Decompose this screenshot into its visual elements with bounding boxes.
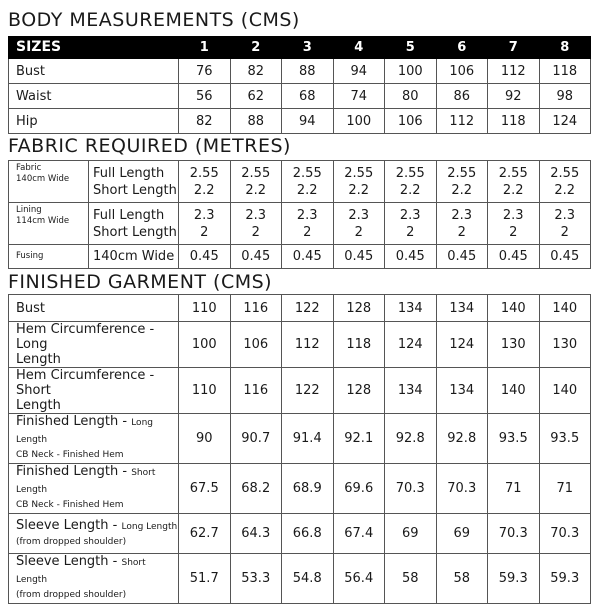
garment-label-variant: Short Length — [16, 558, 146, 585]
fabric-amount: 2 — [303, 224, 312, 240]
fabric-amount-cell — [539, 203, 591, 245]
fabric-amount-cell — [385, 203, 437, 245]
garment-cell: 70.3 — [436, 464, 488, 514]
garment-row-label — [9, 322, 179, 368]
garment-row-label — [9, 295, 179, 322]
measurement-cell: 86 — [436, 84, 488, 109]
garment-cell: 54.8 — [282, 554, 334, 604]
garment-label-text: Finished Length - — [16, 414, 128, 429]
garment-cell: 53.3 — [230, 554, 282, 604]
garment-row — [9, 414, 591, 464]
garment-cell: 134 — [385, 368, 437, 414]
measurement-cell: 106 — [385, 109, 437, 134]
garment-label-text: Hem Circumference - Short — [16, 368, 155, 398]
fabric-amount: 2.55 — [550, 165, 580, 181]
garment-cell: 110 — [179, 295, 231, 322]
fabric-name: Fabric — [16, 163, 42, 173]
fabric-amount: 2.55 — [447, 165, 477, 181]
measurement-cell: 56 — [179, 84, 231, 109]
garment-row-label — [9, 514, 179, 554]
fabric-amount: 2.2 — [193, 182, 215, 198]
fusing-amount: 0.45 — [230, 245, 282, 269]
measurement-cell: 118 — [488, 109, 540, 134]
garment-cell: 59.3 — [488, 554, 540, 604]
fabric-amount: 2 — [457, 224, 466, 240]
length-label: Full Length — [93, 165, 165, 181]
fabric-amount: 2.2 — [296, 182, 318, 198]
body-measurements-table — [8, 36, 591, 134]
length-label: Full Length — [93, 207, 165, 223]
garment-cell: 128 — [333, 368, 385, 414]
size-header: 1 — [179, 37, 231, 59]
garment-cell: 140 — [539, 295, 591, 322]
fabric-row — [9, 161, 591, 203]
garment-row-label — [9, 554, 179, 604]
garment-cell: 69 — [436, 514, 488, 554]
measurement-cell: 112 — [436, 109, 488, 134]
fusing-row — [9, 245, 591, 269]
garment-cell: 134 — [385, 295, 437, 322]
body-row — [9, 84, 591, 109]
length-label: Short Length — [93, 182, 177, 198]
measurement-cell: 118 — [539, 59, 591, 84]
garment-cell: 93.5 — [488, 414, 540, 464]
garment-label-note: (from dropped shoulder) — [16, 590, 127, 600]
garment-cell: 106 — [230, 322, 282, 368]
measurement-cell: 82 — [230, 59, 282, 84]
garment-label-variant: Short Length — [16, 468, 156, 495]
garment-cell: 67.5 — [179, 464, 231, 514]
measurement-cell: 80 — [385, 84, 437, 109]
garment-label-line — [16, 554, 178, 588]
size-header: 2 — [230, 37, 282, 59]
garment-row — [9, 295, 591, 322]
fabric-amount: 2.55 — [292, 165, 322, 181]
garment-cell: 116 — [230, 368, 282, 414]
fabric-amount: 2.55 — [344, 165, 374, 181]
fabric-amount-cell — [385, 161, 437, 203]
garment-cell: 93.5 — [539, 414, 591, 464]
garment-cell: 124 — [436, 322, 488, 368]
length-labels — [89, 203, 179, 245]
fabric-amount-cell — [282, 203, 334, 245]
measurement-cell: 74 — [333, 84, 385, 109]
garment-cell: 70.3 — [385, 464, 437, 514]
garment-label-line — [16, 518, 178, 535]
measurement-cell: 88 — [282, 59, 334, 84]
fabric-amount: 2.3 — [296, 207, 318, 223]
measurement-cell: 100 — [385, 59, 437, 84]
fabric-amount: 2.2 — [245, 182, 267, 198]
fabric-required-table — [8, 160, 591, 269]
garment-cell: 92.1 — [333, 414, 385, 464]
body-row — [9, 59, 591, 84]
garment-label-text: Bust — [16, 300, 46, 316]
fabric-amount-cell — [488, 203, 540, 245]
fabric-amount-cell — [333, 161, 385, 203]
fabric-row — [9, 203, 591, 245]
size-header: 3 — [282, 37, 334, 59]
fusing-amount: 0.45 — [385, 245, 437, 269]
garment-cell: 69.6 — [333, 464, 385, 514]
fabric-amount: 2.2 — [399, 182, 421, 198]
measurement-cell: 94 — [282, 109, 334, 134]
fabric-type-label — [9, 161, 89, 203]
fabric-amount: 2.3 — [348, 207, 370, 223]
garment-label-text-2: Length — [16, 352, 61, 367]
garment-cell: 118 — [333, 322, 385, 368]
measurement-cell: 76 — [179, 59, 231, 84]
fabric-amount-cell — [436, 203, 488, 245]
fabric-amount-cell — [488, 161, 540, 203]
fabric-type-label — [9, 203, 89, 245]
garment-label-variant: Long Length — [16, 418, 153, 445]
size-header: 5 — [385, 37, 437, 59]
garment-row — [9, 368, 591, 414]
measurement-cell: 92 — [488, 84, 540, 109]
fabric-amount: 2.3 — [554, 207, 576, 223]
garment-cell: 67.4 — [333, 514, 385, 554]
garment-label-note: (from dropped shoulder) — [16, 536, 127, 547]
fabric-amount: 2 — [354, 224, 363, 240]
garment-label-note: CB Neck - Finished Hem — [16, 500, 124, 510]
fabric-amount: 2 — [200, 224, 209, 240]
garment-cell: 90.7 — [230, 414, 282, 464]
garment-cell: 62.7 — [179, 514, 231, 554]
fabric-amount: 2 — [406, 224, 415, 240]
garment-cell: 130 — [488, 322, 540, 368]
garment-cell: 100 — [179, 322, 231, 368]
garment-cell: 122 — [282, 295, 334, 322]
garment-cell: 92.8 — [436, 414, 488, 464]
fusing-amount: 0.45 — [179, 245, 231, 269]
fusing-amount: 0.45 — [539, 245, 591, 269]
size-header: 8 — [539, 37, 591, 59]
fusing-width: 140cm Wide — [89, 245, 179, 269]
garment-label-text-2: Length — [16, 398, 61, 413]
garment-cell: 134 — [436, 368, 488, 414]
garment-cell: 56.4 — [333, 554, 385, 604]
measurement-cell: 106 — [436, 59, 488, 84]
fusing-amount: 0.45 — [436, 245, 488, 269]
fabric-amount-cell — [179, 203, 231, 245]
garment-label-text: Sleeve Length - — [16, 554, 118, 569]
measurement-cell: 68 — [282, 84, 334, 109]
fabric-amount: 2.55 — [189, 165, 219, 181]
fabric-amount: 2.3 — [245, 207, 267, 223]
garment-cell: 70.3 — [539, 514, 591, 554]
fabric-amount: 2 — [509, 224, 518, 240]
sizes-label: SIZES — [9, 37, 179, 59]
fabric-amount: 2.55 — [498, 165, 528, 181]
garment-cell: 134 — [436, 295, 488, 322]
measurement-cell: 112 — [488, 59, 540, 84]
body-row-label: Bust — [9, 59, 179, 84]
body-row-label: Waist — [9, 84, 179, 109]
garment-row — [9, 464, 591, 514]
garment-row — [9, 322, 591, 368]
garment-cell: 124 — [385, 322, 437, 368]
fabric-required-title: FABRIC REQUIRED (METRES) — [8, 135, 291, 157]
garment-cell: 71 — [488, 464, 540, 514]
garment-cell: 128 — [333, 295, 385, 322]
garment-label-text: Hem Circumference - Long — [16, 322, 155, 352]
size-header: 6 — [436, 37, 488, 59]
fabric-width: 140cm Wide — [16, 174, 70, 184]
garment-row — [9, 554, 591, 604]
fusing-amount: 0.45 — [333, 245, 385, 269]
garment-label-line — [16, 414, 178, 448]
fabric-amount: 2.3 — [502, 207, 524, 223]
fabric-width: 114cm Wide — [16, 216, 70, 226]
garment-label-line — [16, 464, 178, 498]
garment-cell: 58 — [436, 554, 488, 604]
measurement-cell: 82 — [179, 109, 231, 134]
fusing-amount: 0.45 — [282, 245, 334, 269]
garment-cell: 68.9 — [282, 464, 334, 514]
garment-row-label — [9, 368, 179, 414]
garment-cell: 112 — [282, 322, 334, 368]
garment-cell: 71 — [539, 464, 591, 514]
garment-row-label — [9, 414, 179, 464]
measurement-cell: 62 — [230, 84, 282, 109]
garment-label-variant: Long Length — [121, 521, 178, 532]
garment-cell: 66.8 — [282, 514, 334, 554]
garment-cell: 68.2 — [230, 464, 282, 514]
garment-cell: 90 — [179, 414, 231, 464]
fabric-amount-cell — [282, 161, 334, 203]
garment-cell: 51.7 — [179, 554, 231, 604]
body-measurements-title: BODY MEASUREMENTS (CMS) — [8, 9, 300, 31]
garment-cell: 70.3 — [488, 514, 540, 554]
measurement-cell: 94 — [333, 59, 385, 84]
size-header: 4 — [333, 37, 385, 59]
length-label: Short Length — [93, 224, 177, 240]
fabric-amount: 2.2 — [348, 182, 370, 198]
fabric-amount: 2.2 — [451, 182, 473, 198]
fabric-amount-cell — [230, 161, 282, 203]
garment-cell: 91.4 — [282, 414, 334, 464]
garment-cell: 59.3 — [539, 554, 591, 604]
garment-cell: 92.8 — [385, 414, 437, 464]
finished-garment-title: FINISHED GARMENT (CMS) — [8, 271, 273, 293]
garment-cell: 140 — [539, 368, 591, 414]
fabric-amount-cell — [436, 161, 488, 203]
finished-garment-table — [8, 294, 591, 604]
garment-cell: 140 — [488, 295, 540, 322]
size-header: 7 — [488, 37, 540, 59]
length-labels — [89, 161, 179, 203]
garment-row — [9, 514, 591, 554]
measurement-cell: 88 — [230, 109, 282, 134]
fabric-amount: 2.2 — [554, 182, 576, 198]
garment-cell: 140 — [488, 368, 540, 414]
fusing-amount: 0.45 — [488, 245, 540, 269]
garment-cell: 130 — [539, 322, 591, 368]
garment-label-text: Finished Length - — [16, 464, 128, 479]
sizes-header-row — [9, 37, 591, 59]
fabric-amount-cell — [539, 161, 591, 203]
garment-cell: 69 — [385, 514, 437, 554]
garment-cell: 110 — [179, 368, 231, 414]
fabric-amount: 2.3 — [193, 207, 215, 223]
garment-label-note: CB Neck - Finished Hem — [16, 450, 124, 460]
garment-cell: 64.3 — [230, 514, 282, 554]
fabric-amount-cell — [179, 161, 231, 203]
fusing-label: Fusing — [9, 245, 89, 269]
fabric-amount-cell — [333, 203, 385, 245]
measurement-cell: 100 — [333, 109, 385, 134]
garment-label-text: Sleeve Length - — [16, 517, 118, 533]
body-row-label: Hip — [9, 109, 179, 134]
fabric-amount: 2.3 — [399, 207, 421, 223]
fabric-name: Lining — [16, 205, 42, 215]
garment-cell: 58 — [385, 554, 437, 604]
garment-cell: 116 — [230, 295, 282, 322]
fabric-amount: 2.3 — [451, 207, 473, 223]
fabric-amount: 2 — [560, 224, 569, 240]
garment-cell: 122 — [282, 368, 334, 414]
fabric-amount: 2.55 — [395, 165, 425, 181]
measurement-cell: 124 — [539, 109, 591, 134]
fabric-amount-cell — [230, 203, 282, 245]
fabric-amount: 2.2 — [502, 182, 524, 198]
garment-row-label — [9, 464, 179, 514]
fabric-amount: 2.55 — [241, 165, 271, 181]
measurement-cell: 98 — [539, 84, 591, 109]
fabric-amount: 2 — [251, 224, 260, 240]
body-row — [9, 109, 591, 134]
